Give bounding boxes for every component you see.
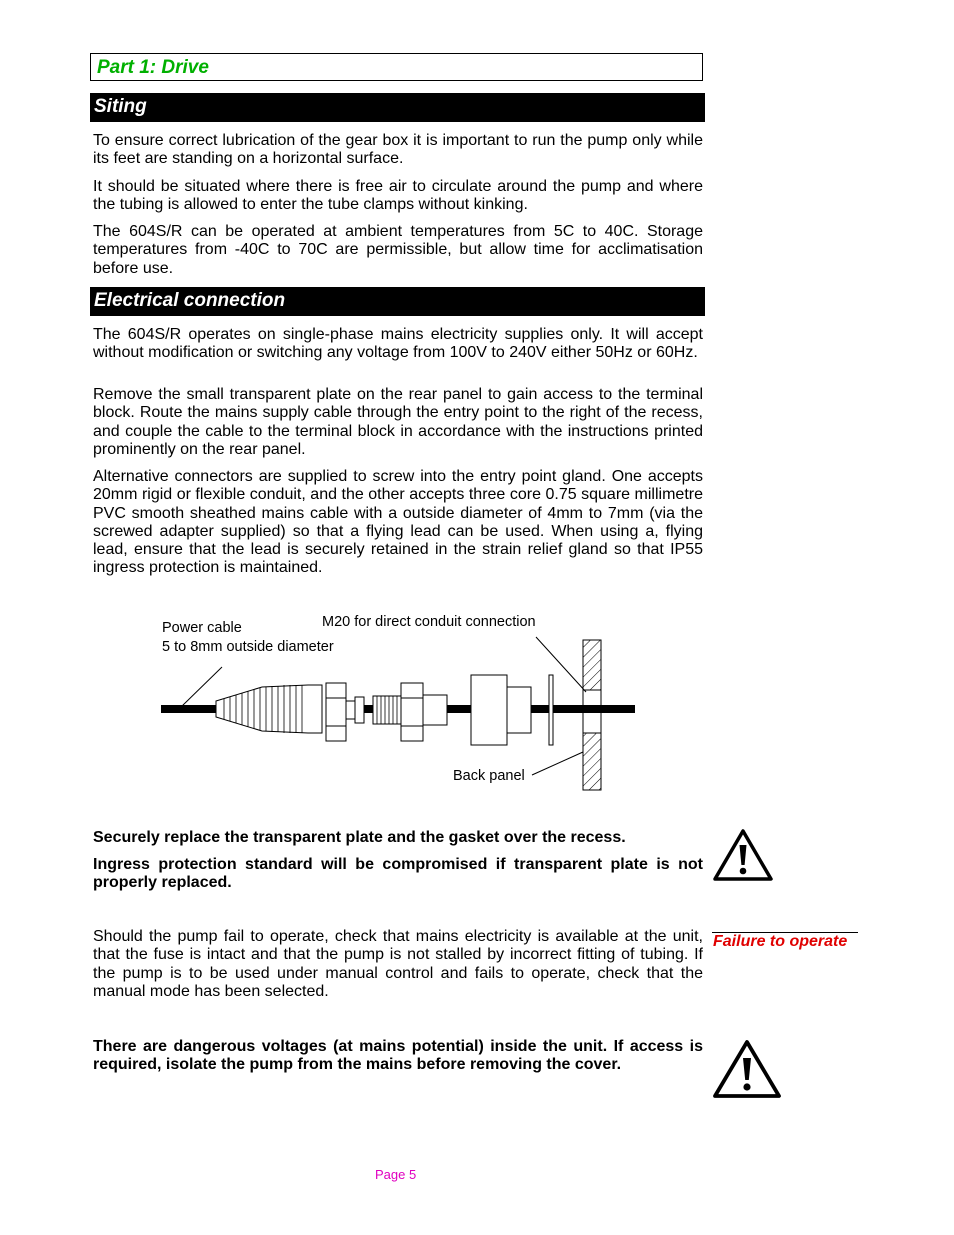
cable-mid-3 xyxy=(531,705,583,713)
gland-nut xyxy=(326,683,346,741)
conduit-connector-neck xyxy=(507,687,531,733)
siting-paragraph-3: The 604S/R can be operated at ambient temperatures from 5C to 40C. Storage temperatures from -40C to 70C are permissible, but allow time for acclimatisation before use. xyxy=(93,223,703,277)
part-title: Part 1: Drive xyxy=(97,57,209,78)
strain-relief-boot xyxy=(216,685,322,733)
warning-triangle-icon xyxy=(712,1039,782,1099)
gland-neck xyxy=(346,701,355,719)
electrical-paragraph-2: Remove the small transparent plate on the rear panel to gain access to the terminal block. Route the mains supply cable through the entry point to the right of the recess, and couple the cable to the terminal block in accordance with the instructions printed prominently on the rear panel. xyxy=(93,386,703,458)
conduit-connector xyxy=(471,675,507,745)
label-back-panel: Back panel xyxy=(453,768,525,784)
adapter-nut xyxy=(401,683,423,741)
cable-mid-2 xyxy=(447,705,471,713)
side-label-failure: Failure to operate xyxy=(713,933,848,950)
back-panel-upper xyxy=(583,640,601,690)
page-number: Page 5 xyxy=(375,1167,417,1182)
leader-m20 xyxy=(536,637,586,692)
part-title-box xyxy=(90,53,703,81)
electrical-paragraph-1: The 604S/R operates on single-phase mains electricity supplies only. It will accept without modification or switching any voltage from 100V to 240V either 50Hz or 60Hz. xyxy=(93,326,703,362)
siting-paragraph-2: It should be situated where there is free air to circulate around the pump and where the tubing is allowed to enter the tube clamps without kinking. xyxy=(93,178,703,214)
cable-left xyxy=(161,705,216,713)
cable-mid-1 xyxy=(364,705,373,713)
gasket xyxy=(549,675,553,745)
warning-ingress: Ingress protection standard will be compromised if transparent plate is not properly replaced. xyxy=(93,856,703,892)
cable-right xyxy=(583,705,635,713)
section-heading-electrical-text: Electrical connection xyxy=(94,290,286,311)
section-heading-siting-text: Siting xyxy=(94,96,147,117)
warning-danger: There are dangerous voltages (at mains potential) inside the unit. If access is required, isolate the pump from the mains before removing the cover. xyxy=(93,1038,703,1074)
leader-back-panel xyxy=(532,752,583,775)
adapter-body xyxy=(423,695,447,725)
label-m20: M20 for direct conduit connection xyxy=(322,614,536,630)
section-heading-electrical xyxy=(90,287,705,316)
siting-paragraph-1: To ensure correct lubrication of the gear box it is important to run the pump only while its feet are standing on a horizontal surface. xyxy=(93,132,703,168)
section-heading-siting xyxy=(90,93,705,122)
electrical-paragraph-3: Alternative connectors are supplied to screw into the entry point gland. One accepts 20mm rigid or flexible conduit, and the other accepts three core 0.75 square millimetre PVC smooth sheathed mains cable with a outside diameter of 4mm to 7mm (via the screwed adapter supplied) so that a flying lead can be used. When using a, flying lead, ensure that the lead is securely retained in the strain relief gland so that IP55 ingress protection is maintained. xyxy=(93,468,703,577)
back-panel-lower xyxy=(583,733,601,790)
label-power-cable: Power cable 5 to 8mm outside diameter xyxy=(162,620,334,655)
warning-replace-plate: Securely replace the transparent plate and the gasket over the recess. xyxy=(93,829,626,846)
warning-triangle-icon xyxy=(712,828,774,882)
failure-paragraph: Should the pump fail to operate, check that mains electricity is available at the unit, that the fuse is intact and that the pump is not stalled by incorrect fitting of tubing. If the pump is to be used under manual control and fails to operate, check that the manual mode has been selected. xyxy=(93,928,703,1000)
small-nut xyxy=(355,697,364,723)
